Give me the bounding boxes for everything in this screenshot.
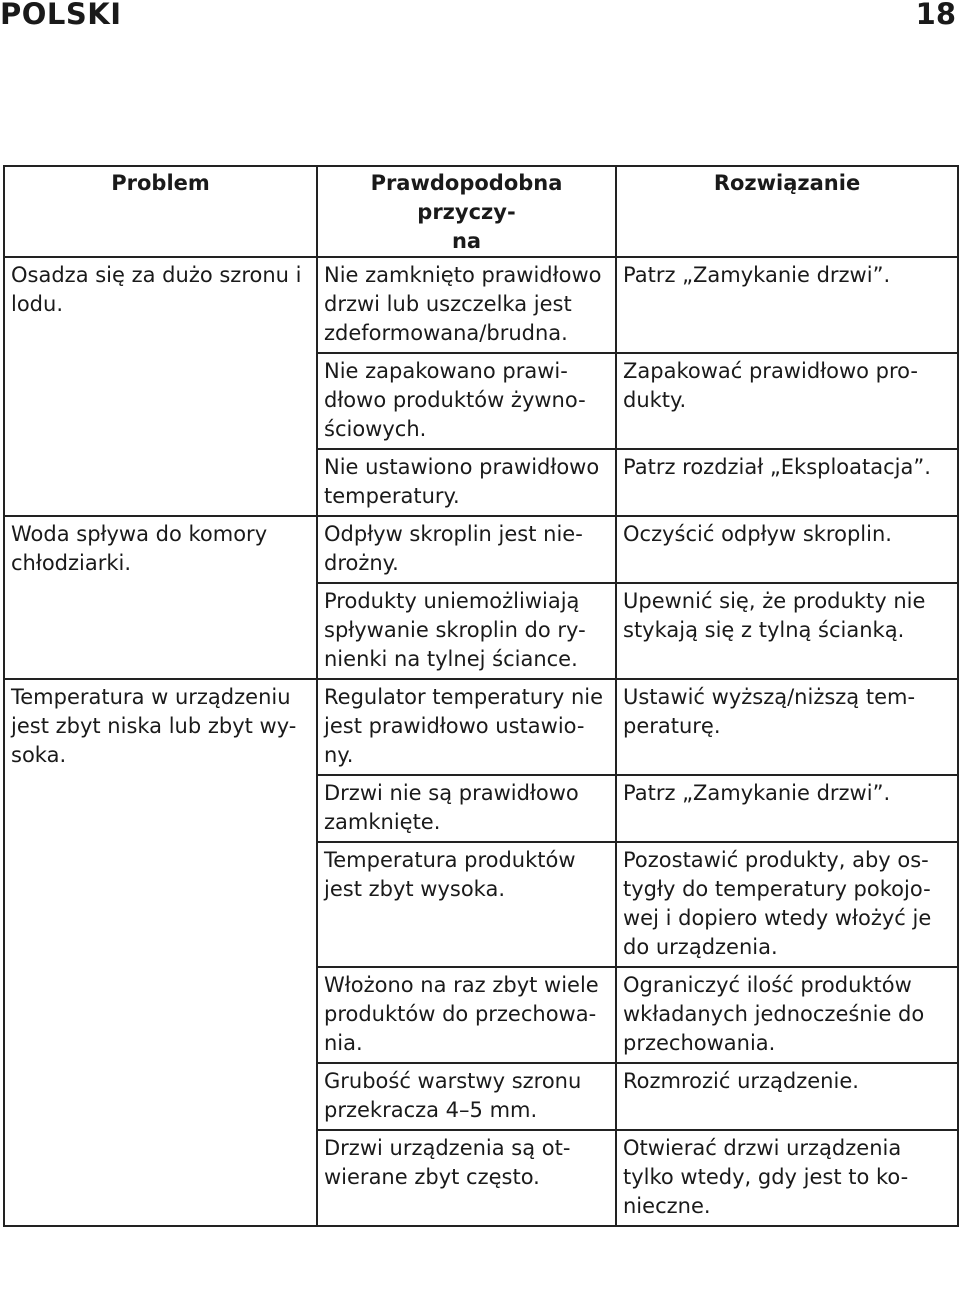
cause-cell: Drzwi urządzenia są ot-wierane zbyt często.	[317, 1130, 616, 1226]
troubleshooting-table	[3, 165, 959, 1227]
cause-cell: Regulator temperatury nie jest prawidłowo ustawio-ny.	[317, 679, 616, 775]
problem-cell: Woda spływa do komory chłodziarki.	[4, 516, 317, 583]
solution-cell: Patrz rozdział „Eksploatacja”.	[616, 449, 958, 516]
table-row	[4, 967, 958, 1063]
problem-cell-empty	[4, 583, 317, 679]
problem-cell-empty	[4, 353, 317, 449]
solution-cell: Upewnić się, że produkty nie stykają się z tylną ścianką.	[616, 583, 958, 679]
problem-cell: Osadza się za dużo szronu i lodu.	[4, 257, 317, 353]
cause-cell: Odpływ skroplin jest nie-drożny.	[317, 516, 616, 583]
table-row	[4, 679, 958, 775]
problem-cell-empty	[4, 967, 317, 1063]
cause-cell: Nie zamknięto prawidłowo drzwi lub uszczelka jest zdeformowana/brudna.	[317, 257, 616, 353]
problem-cell-empty	[4, 842, 317, 967]
problem-cell-empty	[4, 775, 317, 842]
solution-cell: Zapakować prawidłowo pro-dukty.	[616, 353, 958, 449]
solution-cell: Patrz „Zamykanie drzwi”.	[616, 775, 958, 842]
table-row	[4, 842, 958, 967]
header-cause: Prawdopodobna przyczy- na	[317, 166, 616, 257]
solution-cell: Ograniczyć ilość produktów wkładanych jednocześnie do przechowania.	[616, 967, 958, 1063]
table-row	[4, 775, 958, 842]
page-number: 18	[915, 0, 956, 31]
table-row	[4, 516, 958, 583]
table-row	[4, 1130, 958, 1226]
section-language-label: POLSKI	[0, 0, 122, 31]
cause-cell: Temperatura produktów jest zbyt wysoka.	[317, 842, 616, 967]
cause-cell: Nie zapakowano prawi-dłowo produktów żywno-ściowych.	[317, 353, 616, 449]
header-problem: Problem	[4, 166, 317, 257]
solution-cell: Oczyścić odpływ skroplin.	[616, 516, 958, 583]
cause-cell: Produkty uniemożliwiają spływanie skroplin do ry-nienki na tylnej ściance.	[317, 583, 616, 679]
page-header	[0, 0, 960, 36]
solution-cell: Ustawić wyższą/niższą tem-peraturę.	[616, 679, 958, 775]
header-solution: Rozwiązanie	[616, 166, 958, 257]
problem-cell-empty	[4, 1130, 317, 1226]
table-row	[4, 583, 958, 679]
problem-cell-empty	[4, 1063, 317, 1130]
table-row	[4, 449, 958, 516]
cause-cell: Włożono na raz zbyt wiele produktów do przechowa-nia.	[317, 967, 616, 1063]
table-row	[4, 1063, 958, 1130]
solution-cell: Rozmrozić urządzenie.	[616, 1063, 958, 1130]
cause-cell: Drzwi nie są prawidłowo zamknięte.	[317, 775, 616, 842]
table-header-row	[4, 166, 958, 257]
table-row	[4, 257, 958, 353]
cause-cell: Grubość warstwy szronu przekracza 4–5 mm.	[317, 1063, 616, 1130]
solution-cell: Otwierać drzwi urządzenia tylko wtedy, gdy jest to ko-nieczne.	[616, 1130, 958, 1226]
problem-cell: Temperatura w urządzeniu jest zbyt niska lub zbyt wy-soka.	[4, 679, 317, 775]
cause-cell: Nie ustawiono prawidłowo temperatury.	[317, 449, 616, 516]
solution-cell: Patrz „Zamykanie drzwi”.	[616, 257, 958, 353]
table-row	[4, 353, 958, 449]
solution-cell: Pozostawić produkty, aby os-tygły do temperatury pokojo-wej i dopiero wtedy włożyć je do urządzenia.	[616, 842, 958, 967]
problem-cell-empty	[4, 449, 317, 516]
